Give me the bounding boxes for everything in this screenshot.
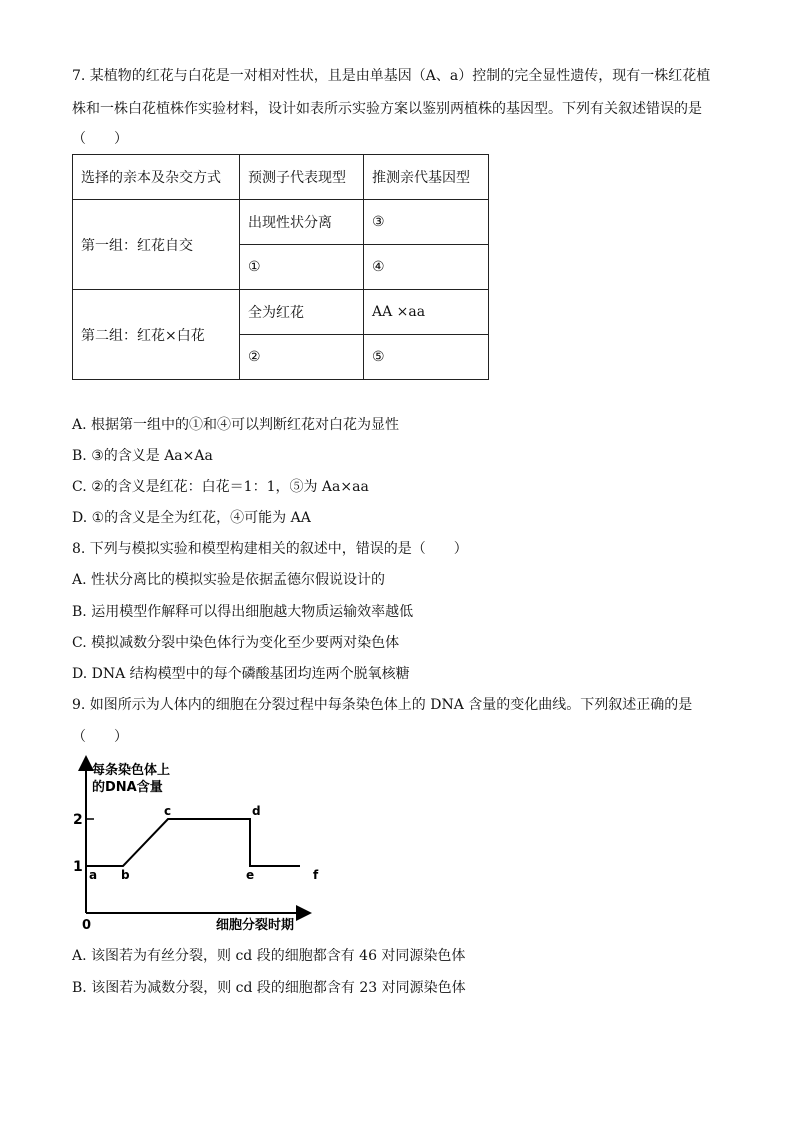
table-cell: ②	[240, 335, 364, 380]
point-label-f: f	[313, 868, 319, 882]
table-cell: 出现性状分离	[240, 200, 364, 245]
x-axis-label: 细胞分裂时期	[216, 918, 295, 933]
q8-option-c: C. 模拟减数分裂中染色体行为变化至少要两对染色体	[72, 635, 400, 651]
q7-option-b: B. ③的含义是 Aa×Aa	[72, 448, 213, 464]
group1-label: 第一组：红花自交	[73, 200, 240, 290]
q9-option-a: A. 该图若为有丝分裂，则 cd 段的细胞都含有 46 对同源染色体	[72, 948, 466, 964]
q7-answer-bracket: （ ）	[72, 131, 128, 147]
table-row	[73, 290, 489, 335]
q7-stem-line-2: 株和一株白花植株作实验材料，设计如表所示实验方案以鉴别两植株的基因型。下列有关叙述错误的是	[72, 101, 702, 117]
group2-label: 第二组：红花×白花	[73, 290, 240, 380]
table-cell: ③	[364, 200, 489, 245]
y-axis-label-line2: 的DNA含量	[92, 780, 163, 795]
q7-stem-line-1: 7. 某植物的红花与白花是一对相对性状，且是由单基因（A、a）控制的完全显性遗传，现有一株红花植	[72, 68, 711, 84]
q7-option-c: C. ②的含义是红花：白花＝1：1，⑤为 Aa×aa	[72, 479, 369, 495]
table-row	[73, 200, 489, 245]
point-label-d: d	[252, 804, 261, 818]
y-axis-label-line1: 每条染色体上	[92, 763, 171, 778]
table-header-row	[73, 155, 489, 200]
point-label-c: c	[164, 804, 172, 818]
point-label-b: b	[121, 868, 130, 882]
y-tick-label-2: 2	[73, 812, 83, 828]
dna-content-graph	[66, 755, 326, 935]
table-cell: ④	[364, 245, 489, 290]
q9-stem: 9. 如图所示为人体内的细胞在分裂过程中每条染色体上的 DNA 含量的变化曲线。下列叙述正确的是	[72, 697, 693, 713]
table-header: 推测亲代基因型	[364, 155, 489, 200]
q8-option-d: D. DNA 结构模型中的每个磷酸基团均连两个脱氧核糖	[72, 666, 410, 682]
table-cell: ①	[240, 245, 364, 290]
dna-curve	[86, 819, 300, 866]
table-header: 选择的亲本及杂交方式	[73, 155, 240, 200]
y-tick-label-1: 1	[73, 859, 83, 875]
table-cell: ⑤	[364, 335, 489, 380]
q9-option-b: B. 该图若为减数分裂，则 cd 段的细胞都含有 23 对同源染色体	[72, 980, 466, 996]
table-cell: AA ×aa	[364, 290, 489, 335]
q8-stem: 8. 下列与模拟实验和模型构建相关的叙述中，错误的是（ ）	[72, 541, 468, 557]
point-label-a: a	[89, 868, 98, 882]
experiment-table	[72, 154, 489, 380]
q9-answer-bracket: （ ）	[72, 729, 128, 745]
table-cell: 全为红花	[240, 290, 364, 335]
table-header: 预测子代表现型	[240, 155, 364, 200]
q8-option-a: A. 性状分离比的模拟实验是依据孟德尔假说设计的	[72, 572, 386, 588]
q8-option-b: B. 运用模型作解释可以得出细胞越大物质运输效率越低	[72, 604, 414, 620]
point-label-e: e	[246, 868, 255, 882]
q7-option-a: A. 根据第一组中的①和④可以判断红花对白花为显性	[72, 417, 400, 433]
q7-option-d: D. ①的含义是全为红花，④可能为 AA	[72, 510, 311, 526]
origin-label: 0	[82, 918, 92, 933]
